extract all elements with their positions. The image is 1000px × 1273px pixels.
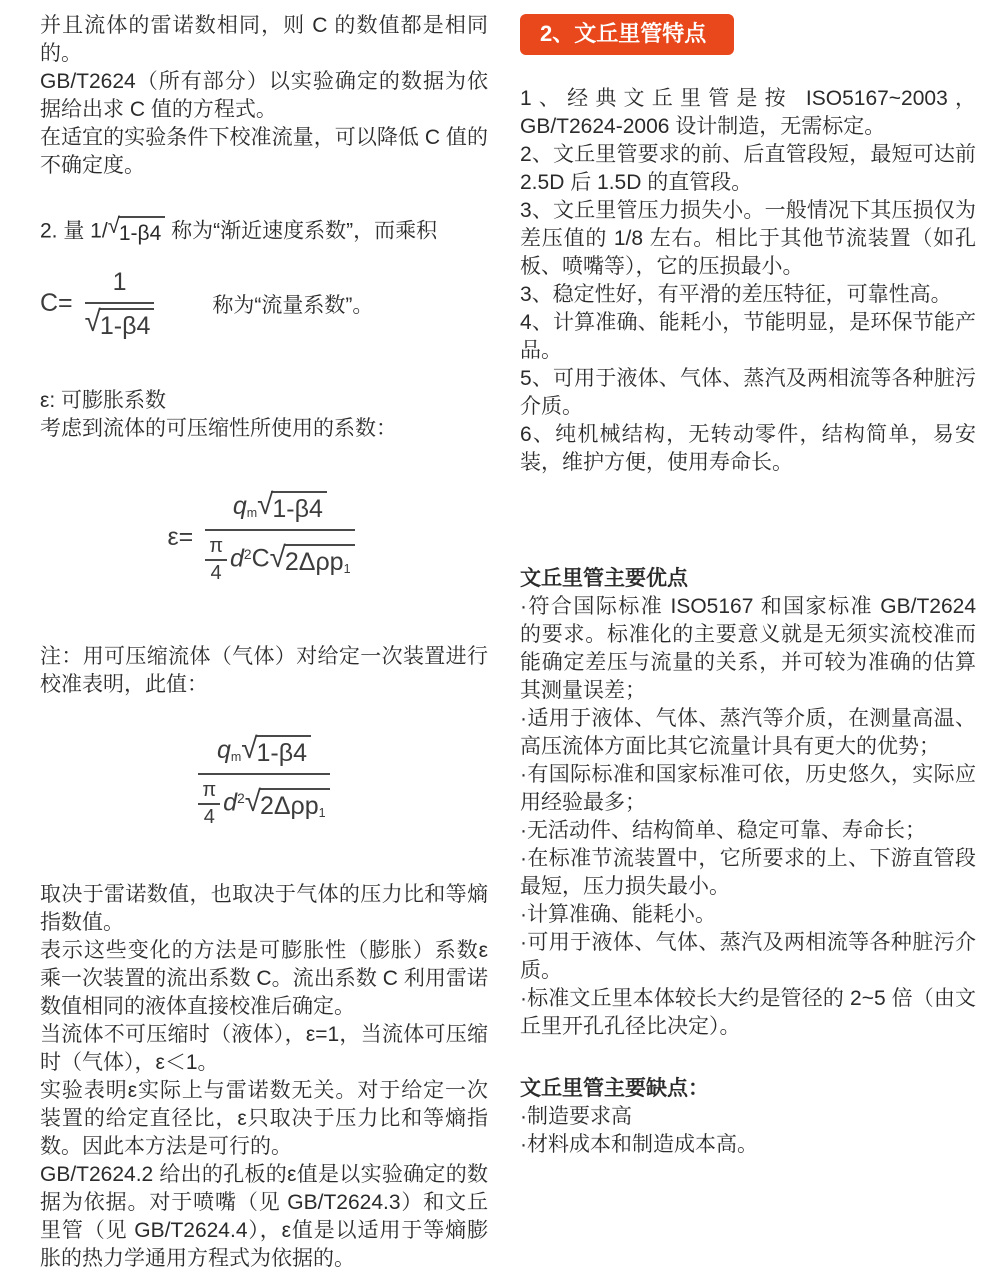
- note-paragraph: 注：用可压缩流体（气体）对给定一次装置进行校准表明，此值：: [40, 645, 488, 696]
- expansibility-formula: [40, 489, 488, 585]
- advantages-title: 文丘里管主要优点: [520, 567, 688, 590]
- disadvantages-title: 文丘里管主要缺点：: [520, 1077, 709, 1100]
- paragraph-reynolds: 并且流体的雷诺数相同，则 C 的数值都是相同的。: [40, 14, 488, 65]
- feature-item: 3、文丘里管压力损失小。一般情况下其压损仅为差压值的 1/8 左右。相比于其他节流装置（如孔板、喷嘴等），它的压损最小。: [520, 199, 976, 278]
- radicand: 1-β4: [99, 308, 155, 341]
- formula-lhs: ε=: [167, 522, 194, 551]
- epsilon-description: 考虑到流体的可压缩性所使用的系数：: [40, 417, 397, 440]
- note-formula: [40, 733, 488, 829]
- right-column: [520, 12, 976, 1273]
- feature-item: 1、经典文丘里管是按 ISO5167~2003，GB/T2624-2006 设计制造，无需标定。: [520, 87, 976, 138]
- qm-symbol: q: [232, 492, 247, 521]
- radical-expression: [257, 488, 327, 524]
- paragraph-gbt26242: GB/T2624.2 给出的孔板的ε值是以实验确定的数据为依据。对于喷嘴（见 GB/T2624.3）和文丘里管（见 GB/T2624.4），ε值是以适用于等熵膨胀的热力学通用方程式为依据的。: [40, 1163, 488, 1270]
- paragraph-gbt2624: GB/T2624（所有部分）以实验确定的数据为依据给出求 C 值的方程式。: [40, 70, 488, 121]
- disadvantage-item: ·制造要求高: [520, 1105, 632, 1128]
- c-symbol: C: [251, 544, 270, 573]
- feature-item: 6、纯机械结构，无转动零件，结构简单，易安装，维护方便，使用寿命长。: [520, 423, 976, 474]
- radicand: 2Δρp$_1$: [284, 544, 355, 577]
- radical-expression: [269, 540, 355, 577]
- paragraph-incompressible: 当流体不可压缩时（液体），ε=1，当流体可压缩时（气体），ε＜1。: [40, 1023, 488, 1074]
- paragraph-depends: 取决于雷诺数值，也取决于气体的压力比和等熵指数值。: [40, 883, 488, 934]
- fraction-denominator: [205, 531, 354, 585]
- fraction-numerator: 1: [85, 266, 155, 304]
- radical-sign: √: [107, 213, 120, 238]
- flow-coefficient-formula: [40, 266, 488, 341]
- feature-item: 5、可用于液体、气体、蒸汽及两相流等各种脏污介质。: [520, 367, 976, 418]
- radical-sign: √: [241, 732, 258, 765]
- qm-subscript: m: [230, 750, 242, 765]
- pi-over-4: $\frac{\pi}{4}$: [198, 779, 220, 829]
- fraction: [205, 489, 354, 585]
- paragraph-experiment: 实验表明ε实际上与雷诺数无关。对于给定一次装置的给定直径比，ε只取决于压力比和等熵指数。因此本方法是可行的。: [40, 1079, 488, 1158]
- d-exponent: 2: [243, 547, 252, 563]
- feature-item: 2、文丘里管要求的前、后直管段短，最短可达前 2.5D 后 1.5D 的直管段。: [520, 143, 976, 194]
- asym-suffix: 称为“渐近速度系数”，而乘积: [165, 219, 438, 243]
- radical-expression: [241, 732, 311, 768]
- disadvantage-item: ·材料成本和制造成本高。: [520, 1133, 758, 1156]
- left-column: [40, 12, 488, 1273]
- radicand: 1-β4: [118, 216, 165, 248]
- fraction-denominator: [85, 304, 155, 341]
- advantage-item: ·有国际标准和国家标准可依，历史悠久，实际应用经验最多；: [520, 763, 976, 814]
- paragraph-expansibility-method: 表示这些变化的方法是可膨胀性（膨胀）系数ε乘一次装置的流出系数 C。流出系数 C 利用雷诺数值相同的液体直接校准后确定。: [40, 939, 488, 1018]
- fraction-denominator: [198, 775, 329, 829]
- p1-subscript: 1: [343, 561, 351, 576]
- fraction: [198, 733, 329, 829]
- asymptotic-velocity-line: [40, 213, 488, 248]
- radical-expression: [244, 784, 330, 821]
- formula-lhs: C=: [40, 289, 73, 317]
- radical-expression: [84, 305, 155, 341]
- advantage-item: ·在标准节流装置中，它所要求的上、下游直管段最短，压力损失最小。: [520, 847, 976, 898]
- advantage-item: ·无活动件、结构简单、稳定可靠、寿命长；: [520, 819, 926, 842]
- p1-subscript: 1: [318, 805, 326, 820]
- radical-sign: √: [244, 784, 261, 818]
- pi-over-4: $\frac{\pi}{4}$: [205, 535, 227, 585]
- advantage-item: ·可用于液体、气体、蒸汽及两相流等各种脏污介质。: [520, 931, 976, 982]
- radicand: 1-β4: [256, 735, 312, 768]
- epsilon-label: ε: 可膨胀系数: [40, 389, 167, 412]
- radical-sign: √: [257, 488, 274, 521]
- fraction: [85, 266, 155, 341]
- fraction-numerator: [205, 489, 354, 531]
- advantage-item: ·适用于液体、气体、蒸汽等介质，在测量高温、高压流体方面比其它流量计具有更大的优势；: [520, 707, 976, 758]
- advantage-item: ·计算准确、能耗小。: [520, 903, 716, 926]
- fraction-numerator: [198, 733, 329, 775]
- d-symbol: d: [230, 544, 244, 573]
- radical-sign: √: [84, 305, 101, 338]
- radical-sign: √: [269, 540, 286, 574]
- paragraph-calibration: 在适宜的实验条件下校准流量，可以降低 C 值的不确定度。: [40, 126, 488, 177]
- feature-item: 3、稳定性好，有平滑的差压特征，可靠性高。: [520, 283, 952, 306]
- feature-item: 4、计算准确、能耗小，节能明显，是环保节能产品。: [520, 311, 976, 362]
- section-header-badge: 2、文丘里管特点: [520, 14, 734, 55]
- formula-suffix: 称为“流量系数”。: [212, 293, 374, 317]
- radical-expression: [107, 213, 166, 248]
- radicand: 1-β4: [271, 491, 327, 524]
- advantage-item: ·符合国际标准 ISO5167 和国家标准 GB/T2624 的要求。标准化的主要意义就是无须实流校准而能确定差压与流量的关系，并可较为准确的估算其测量误差；: [520, 595, 976, 702]
- d-exponent: 2: [237, 791, 245, 807]
- radicand: 2Δρp$_1$: [259, 788, 330, 821]
- asym-prefix: 2. 量 1/: [40, 219, 108, 243]
- d-symbol: d: [223, 788, 238, 817]
- advantage-item: ·标准文丘里本体较长大约是管径的 2~5 倍（由文丘里开孔孔径比决定）。: [520, 987, 976, 1038]
- qm-symbol: q: [216, 736, 231, 765]
- qm-subscript: m: [246, 506, 258, 521]
